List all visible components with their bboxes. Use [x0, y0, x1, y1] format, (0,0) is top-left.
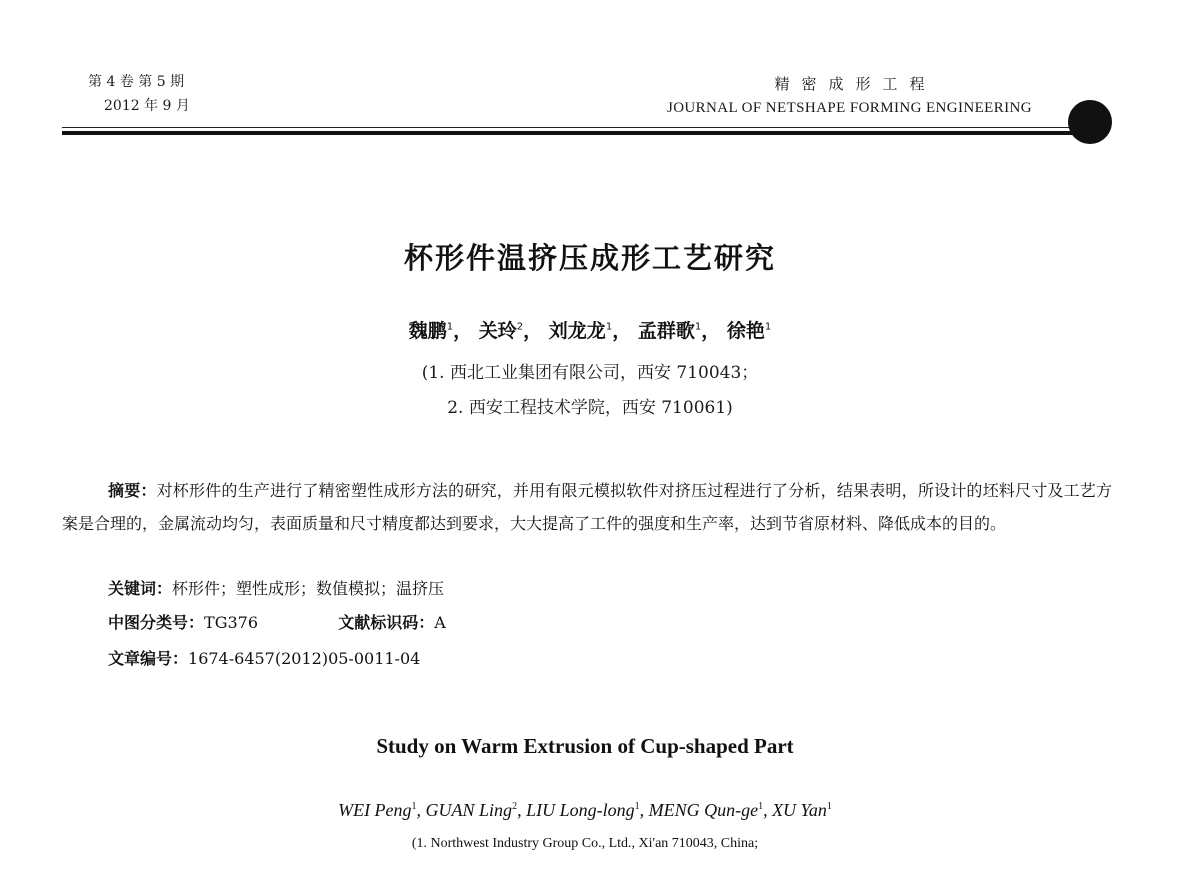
header-marker-dot: [1068, 100, 1112, 144]
clc-label: 中图分类号：: [108, 613, 205, 632]
journal-name-en: JOURNAL OF NETSHAPE FORMING ENGINEERING: [666, 100, 1032, 116]
article-number: [108, 648, 420, 670]
author-cn: 关玲$^2$，: [478, 320, 543, 342]
journal-name: [667, 72, 1032, 120]
keywords: [108, 578, 444, 600]
author-en: MENG Qun-$ge^1$,: [648, 800, 773, 820]
clc-value: TG376: [204, 613, 259, 632]
doc-code-label: 文献标识码：: [338, 613, 435, 632]
journal-issue-info: [88, 70, 190, 118]
author-cn: 魏鹏$^1$，: [408, 320, 473, 342]
author-cn: 孟群歌$^1$，: [637, 320, 721, 342]
author-en: WEI Peng$^1$,: [338, 800, 426, 820]
abstract-label: 摘要：: [108, 481, 157, 500]
affiliation-cn-2: 2. 西安工程技术学院，西安 710061): [447, 398, 733, 418]
paper-title-cn: 杯形件温挤压成形工艺研究: [403, 241, 776, 275]
abstract: [62, 474, 1112, 540]
doc-code-value: A: [434, 613, 446, 632]
paper-title-en: Study on Warm Extrusion of Cup-shaped Part: [376, 734, 794, 758]
volume-issue: 第 4 卷 第 5 期: [88, 74, 185, 90]
author-list-cn: [0, 316, 1180, 343]
issue-date: 2012 年 9 月: [104, 98, 190, 114]
author-cn: 刘龙龙$^1$，: [548, 320, 632, 342]
author-en: GUAN Ling$^2$,: [425, 800, 527, 820]
author-cn: 徐艳$^1$: [726, 320, 772, 342]
article-no-value: 1674-6457(2012)05-0011-04: [188, 649, 421, 668]
affiliation-cn-1: (1. 西北工业集团有限公司，西安 710043；: [421, 363, 759, 383]
author-list-en: [0, 800, 1170, 821]
journal-name-cn: 精密成形工程: [774, 75, 937, 93]
keywords-value: 杯形件；塑性成形；数值模拟；温挤压: [172, 579, 445, 598]
header-rule-thin: [62, 127, 1072, 128]
header-rule-thick: [62, 131, 1082, 135]
author-en: XU Yan$^1$: [772, 800, 832, 820]
article-no-label: 文章编号：: [108, 649, 189, 668]
affiliation-en: (1. Northwest Industry Group Co., Ltd., Xi'an 710043, China;: [411, 836, 759, 851]
keywords-label: 关键词：: [108, 579, 173, 598]
author-en: LIU Long-long$^1$,: [526, 800, 649, 820]
classification: [108, 612, 446, 634]
abstract-text: 对杯形件的生产进行了精密塑性成形方法的研究，并用有限元模拟软件对挤压过程进行了分析，结果表明，所设计的坯料尺寸及工艺方案是合理的，金属流动均匀，表面质量和尺寸精度都达到要求，大大提高了工件的强度和生产率，达到节省原材料、降低成本的目的。: [62, 481, 1112, 533]
